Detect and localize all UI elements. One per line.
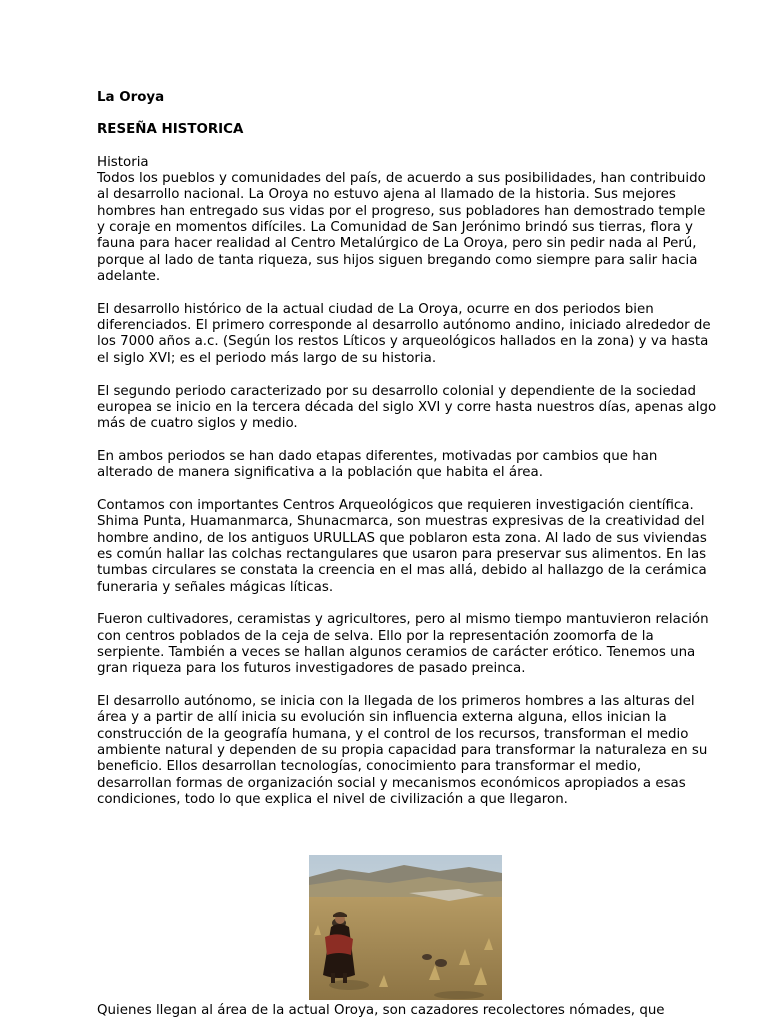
paragraph-3: El segundo periodo caracterizado por su desarrollo colonial y dependiente de la sociedad europea se inicio en la tercera década del siglo XVI y corre hasta nuestros días, apenas algo más de cuatro siglos y medio. (97, 383, 717, 432)
paragraph-7: El desarrollo autónomo, se inicia con la llegada de los primeros hombres a las alturas del área y a partir de allí inicia su evolución sin influencia externa alguna, ellos inician la construcción de la geografía humana, y el control de los recursos, transforman el medio ambiente natural y dependen de su propia capacidad para transformar la naturaleza en su beneficio. Ellos desarrollan tecnologías, conocimiento para transformar el medio, desarrollan formas de organización social y mecanismos económicos apropiados a esas condiciones, todo lo que explica el nivel de civilización a que llegaron. (97, 694, 708, 808)
paragraph-2: El desarrollo histórico de la actual ciudad de La Oroya, ocurre en dos periodos bien diferenciados. El primero corresponde al desarrollo autónomo andino, iniciado alrededor de los 7000 años a.c. (Según los restos Líticos y arqueológicos hallados en la zona) y va hasta el siglo XVI; es el periodo más largo de su historia. (97, 301, 711, 366)
paragraph-1: Todos los pueblos y comunidades del país, de acuerdo a sus posibilidades, han contribuido al desarrollo nacional. La Oroya no estuvo ajena al llamado de la historia. Sus mejores hombres han entregado sus vidas por el progreso, sus pobladores han demostrado temple y coraje en momentos difíciles. La Comunidad de San Jerónimo brindó sus tierras, flora y fauna para hacer realidad al Centro Metalúrgico de La Oroya, pero sin pedir nada al Perú, porque al lado de tanta riqueza, sus hijos siguen bregando como siempre para salir hacia adelante. (97, 171, 706, 285)
document-title: La Oroya (97, 90, 165, 105)
andean-landscape-photo (309, 855, 502, 1000)
document-body (97, 90, 717, 825)
paragraph-4: En ambos periodos se han dado etapas diferentes, motivadas por cambios que han alterado de manera significativa a la población que habita el área. (97, 448, 658, 481)
document-subtitle: RESEÑA HISTORICA (97, 122, 244, 138)
history-section (97, 155, 717, 286)
paragraph-8: Quienes llegan al área de la actual Oroya, son cazadores recolectores nómades, que (97, 1003, 665, 1018)
paragraph-5: Contamos con importantes Centros Arqueológicos que requieren investigación científica. Shima Punta, Huamanmarca, Shunacmarca, son muestras expresivas de la creatividad del hombre andino, de los antiguos URULLAS que poblaron esta zona. Al lado de sus viviendas es común hallar las colchas rectangulares que usaron para preservar sus alimentos. En las tumbas circulares se constata la creencia en el mas allá, debido al hallazgo de la cerámica funeraria y señales mágicas líticas. (97, 497, 707, 595)
section-heading: Historia (97, 154, 149, 170)
paragraph-6: Fueron cultivadores, ceramistas y agricultores, pero al mismo tiempo mantuvieron relación con centros poblados de la ceja de selva. Ello por la representación zoomorfa de la serpiente. También a veces se hallan algunos ceramios de carácter erótico. Tenemos una gran riqueza para los futuros investigadores de pasado preinca. (97, 612, 709, 677)
